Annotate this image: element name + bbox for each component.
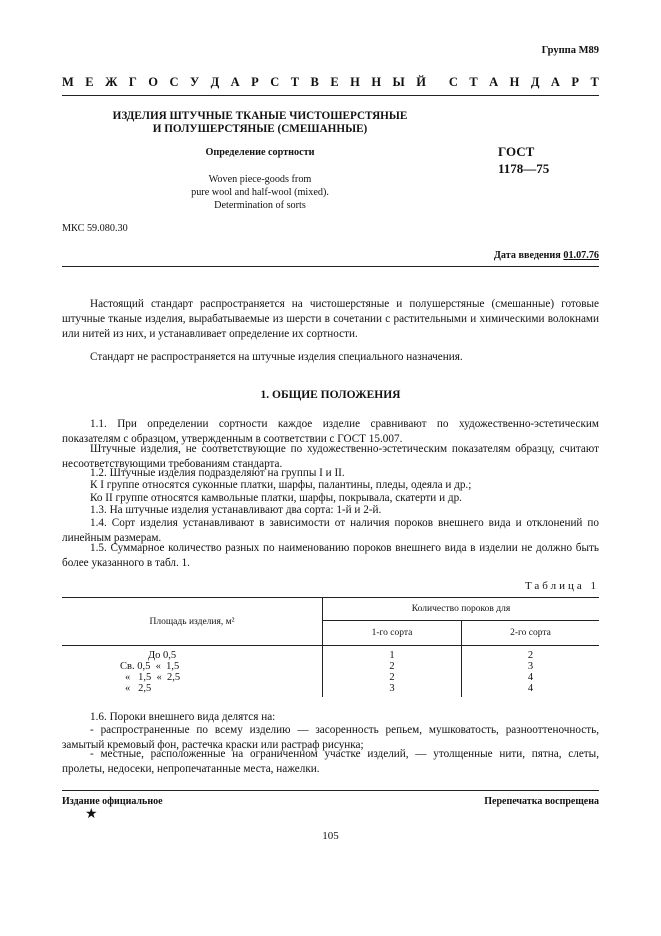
standard-banner: [62, 75, 599, 90]
banner-letter: Р: [251, 75, 259, 89]
table-row: [62, 646, 599, 662]
banner-letter: Е: [330, 75, 339, 89]
banner-letter: О: [148, 75, 159, 89]
banner-letter: С: [448, 75, 458, 89]
edition-note: Издание официальное: [62, 796, 163, 807]
effective-date: [494, 250, 599, 261]
table-cell-sort1: 2: [323, 672, 462, 683]
clause-paragraph: 1.5. Суммарное количество разных по наименованию пороков внешнего вида в изделии не должно быть более указанного в табл. 1.: [62, 542, 599, 569]
clause-paragraph: - местные, расположенные на ограниченном участке изделий, — утолщенные нити, пятна, слеты, пролеты, недосеки, непропечатанные места, нажелки.: [62, 748, 599, 775]
title-line: И ПОЛУШЕРСТЯНЫЕ (СМЕШАННЫЕ): [152, 123, 368, 135]
footer-rule: [62, 790, 599, 791]
banner-letter: Ы: [392, 75, 405, 89]
banner-letter: Д: [210, 75, 220, 89]
area-value: До 0,5: [148, 650, 177, 661]
banner-letter: У: [189, 75, 200, 89]
banner-letter: А: [489, 75, 499, 89]
clause-paragraph: 1.2. Штучные изделия подразделяют на группы I и II.: [90, 467, 345, 479]
table-cell-sort1: 2: [323, 661, 462, 672]
table-header-area: Площадь изделия, м²: [62, 598, 323, 646]
table-caption: Таблица 1: [524, 580, 599, 592]
document-title: [90, 110, 430, 136]
area-value: Св. 0,5 « 1,5: [120, 661, 180, 672]
star-icon: ★: [85, 807, 98, 822]
banner-letter: Е: [85, 75, 94, 89]
table-cell-area: [62, 683, 323, 697]
group-code: Группа М89: [541, 45, 599, 56]
table-header-sort2: 2-го сорта: [462, 621, 600, 646]
clause-paragraph: Ко II группе относятся камвольные платки, шарфы, покрывала, скатерти и др.: [90, 492, 462, 504]
date-label: Дата введения: [493, 250, 564, 261]
header-rule: [62, 95, 599, 96]
defects-table: [62, 597, 599, 697]
banner-letter: Т: [590, 75, 599, 89]
mks-code: МКС 59.080.30: [62, 223, 128, 234]
clause-paragraph: 1.3. На штучные изделия устанавливают два сорта: 1-й и 2-й.: [90, 504, 382, 516]
banner-letter: А: [550, 75, 560, 89]
banner-letter: Д: [530, 75, 540, 89]
banner-letter: Н: [371, 75, 382, 89]
banner-letter: М: [62, 75, 74, 89]
table-cell-area: [62, 672, 323, 683]
banner-letter: Г: [128, 75, 137, 89]
date-value: 01.07.76: [563, 250, 599, 261]
gost-number: 1178—75: [498, 161, 550, 176]
intro-paragraph: Стандарт не распространяется на штучные изделия специального назначения.: [90, 351, 463, 363]
table-header-sort1: 1-го сорта: [323, 621, 462, 646]
table-cell-sort2: 3: [527, 661, 534, 672]
table-cell-sort1: 3: [323, 683, 462, 697]
section-title: 1. ОБЩИЕ ПОЛОЖЕНИЯ: [260, 389, 401, 401]
clause-paragraph: К I группе относятся суконные платки, шарфы, палантины, пледы, одеяла и др.;: [90, 479, 472, 491]
clause-paragraph: Штучные изделия, не соответствующие по художественно-эстетическим показателям образцу, считают несоответствующими требованиям стандарта.: [62, 443, 599, 470]
table-cell-area: [62, 661, 323, 672]
banner-letter: Т: [469, 75, 478, 89]
document-subtitle: Определение сортности: [205, 147, 315, 158]
table-cell-sort2: 2: [527, 650, 534, 661]
gost-label: ГОСТ: [498, 144, 535, 159]
table-cell-sort2: 4: [527, 683, 534, 694]
clause-paragraph: 1.1. При определении сортности каждое изделие сравнивают по художественно-эстетическим показателям с образцом, утвержденным в соответствии с ГОСТ 15.007.: [62, 418, 599, 445]
title-line: ИЗДЕЛИЯ ШТУЧНЫЕ ТКАНЫЕ ЧИСТОШЕРСТЯНЫЕ: [112, 110, 408, 122]
date-rule: [62, 266, 599, 267]
area-value: « 2,5: [125, 683, 152, 694]
banner-letter: В: [310, 75, 319, 89]
english-title-line: Determination of sorts: [214, 200, 306, 211]
english-title: [160, 173, 360, 212]
banner-letter: С: [169, 75, 179, 89]
banner-letter: А: [230, 75, 240, 89]
english-title-line: pure wool and half-wool (mixed).: [191, 187, 329, 198]
table-row: [62, 672, 599, 683]
banner-letter: Й: [416, 75, 426, 89]
banner-letter: С: [270, 75, 280, 89]
table-cell-area: [62, 646, 323, 662]
banner-letter: Ж: [105, 75, 118, 89]
clause-paragraph: 1.6. Пороки внешнего вида делятся на:: [90, 711, 276, 723]
area-value: « 1,5 « 2,5: [125, 672, 181, 683]
table-cell-sort2: 4: [527, 672, 534, 683]
english-title-line: Woven piece-goods from: [208, 174, 312, 185]
table-cell-sort1: 1: [323, 646, 462, 662]
banner-letter: Н: [350, 75, 360, 89]
banner-letter: Н: [509, 75, 520, 89]
banner-letter: Т: [290, 75, 300, 89]
table-row: [62, 683, 599, 697]
clause-paragraph: - распространенные по всему изделию — засоренность репьем, мушковатость, разнооттеночность, замытый кремовый фон, растечка краски или растраф рисунка;: [62, 724, 599, 751]
intro-paragraph: Настоящий стандарт распространяется на чистошерстяные и полушерстяные (смешанные) готовые штучные тканые изделия, вырабатываемые из шерсти в сочетании с растительными и химическими волокнами или нитей из них, и устанавливает определение их сортности.: [62, 298, 599, 340]
clause-paragraph: 1.4. Сорт изделия устанавливают в зависимости от наличия пороков внешнего вида и отклонений по линейным размерам.: [62, 517, 599, 544]
table-row: [62, 661, 599, 672]
reprint-note: Перепечатка воспрещена: [484, 796, 599, 807]
page-number: 105: [322, 830, 339, 842]
table-header-count: Количество пороков для: [323, 598, 600, 621]
banner-letter: Р: [571, 75, 580, 89]
